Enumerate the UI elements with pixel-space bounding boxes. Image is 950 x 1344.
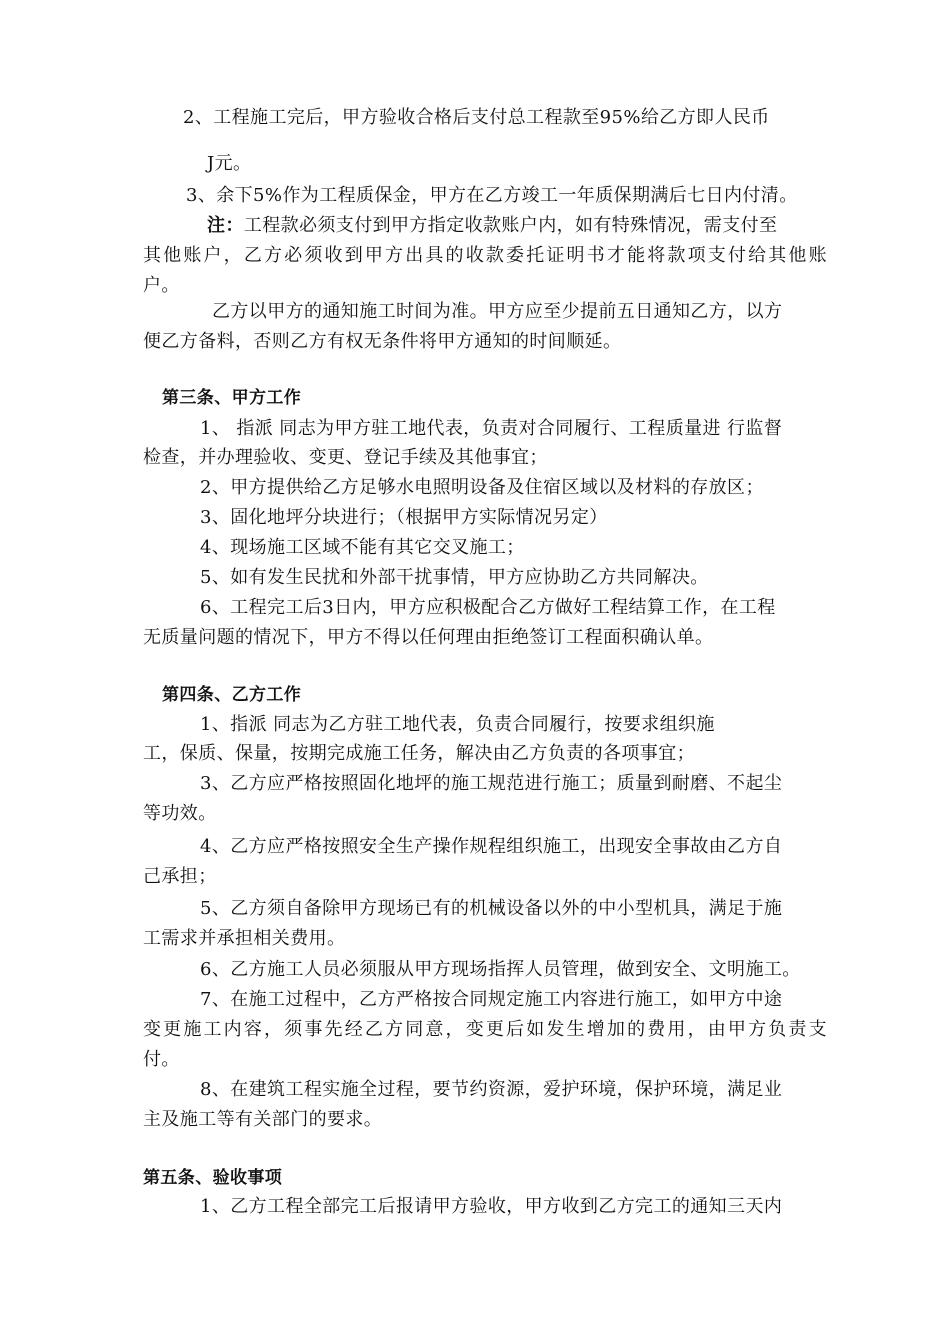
article-4-item-5-line-2: 工需求并承担相关费用。 (143, 928, 346, 949)
article-3-item-6-line-1: 6、工程完工后3日内，甲方应积极配合乙方做好工程结算工作，在工程 (200, 597, 776, 618)
article-4-item-7-line-2: 变更施工内容，须事先经乙方同意，变更后如发生增加的费用，由甲方负责支 (143, 1019, 827, 1040)
article-4-item-1-line-1: 1、指派 同志为乙方驻工地代表，负责合同履行，按要求组织施 (200, 714, 715, 735)
article-4-item-4-line-2: 己承担； (143, 866, 217, 887)
article-3-item-6-line-2: 无质量问题的情况下，甲方不得以任何理由拒绝签订工程面积确认单。 (143, 627, 714, 648)
note-line-3: 户。 (143, 275, 180, 296)
article-4-item-3-line-1: 3、乙方应严格按照固化地坪的施工规范进行施工；质量到耐磨、不起尘 (200, 773, 783, 794)
article-4-item-1-line-2: 工，保质、保量，按期完成施工任务，解决由乙方负责的各项事宜； (143, 743, 695, 764)
article-5-title: 第五条、验收事项 (143, 1168, 283, 1188)
article-4-item-7-line-1: 7、在施工过程中，乙方严格按合同规定施工内容进行施工，如甲方中途 (200, 989, 783, 1010)
article-4-item-4-line-1: 4、乙方应严格按照安全生产操作规程组织施工，出现安全事故由乙方自 (200, 836, 783, 857)
note-line-2: 其他账户，乙方必须收到甲方出具的收款委托证明书才能将款项支付给其他账 (143, 245, 827, 266)
note-label: 注： (207, 215, 244, 236)
payment-item-2-line-1: 2、工程施工完后，甲方验收合格后支付总工程款至95%给乙方即人民币 (183, 107, 770, 128)
notice-line-1: 乙方以甲方的通知施工时间为准。甲方应至少提前五日通知乙方，以方 (212, 301, 783, 322)
article-3-item-1-line-2: 检查，并办理验收、变更、登记手续及其他事宜； (143, 447, 548, 468)
article-5-item-1-line-1: 1、乙方工程全部完工后报请甲方验收，甲方收到乙方完工的通知三天内 (200, 1196, 783, 1217)
article-3-item-2: 2、甲方提供给乙方足够水电照明设备及住宿区域以及材料的存放区； (200, 477, 764, 498)
article-4-item-7-line-3: 付。 (143, 1049, 180, 1070)
article-4-title: 第四条、乙方工作 (162, 685, 302, 705)
article-4-item-5-line-1: 5、乙方须自备除甲方现场已有的机械设备以外的中小型机具，满足于施 (200, 898, 783, 919)
notice-line-2: 便乙方备料，否则乙方有权无条件将甲方通知的时间顺延。 (143, 331, 622, 352)
article-4-item-6: 6、乙方施工人员必须服从甲方现场指挥人员管理，做到安全、文明施工。 (200, 959, 801, 980)
payment-item-3: 3、余下5%作为工程质保金，甲方在乙方竣工一年质保期满后七日内付清。 (186, 185, 798, 206)
article-4-item-3-line-2: 等功效。 (143, 803, 217, 824)
article-3-item-3: 3、固化地坪分块进行；（根据甲方实际情况另定） (200, 507, 608, 528)
note-text: 工程款必须支付到甲方指定收款账户内，如有特殊情况，需支付至 (243, 215, 778, 236)
article-3-item-4: 4、现场施工区域不能有其它交叉施工； (200, 537, 525, 558)
article-4-item-8-line-1: 8、在建筑工程实施全过程，要节约资源，爱护环境，保护环境，满足业 (200, 1079, 783, 1100)
payment-item-2-line-2: J元。 (207, 153, 252, 174)
article-4-item-8-line-2: 主及施工等有关部门的要求。 (143, 1109, 383, 1130)
article-3-item-5: 5、如有发生民扰和外部干扰事情，甲方应协助乙方共同解决。 (200, 567, 709, 588)
note-line-1 (207, 214, 777, 238)
article-3-title: 第三条、甲方工作 (162, 388, 302, 408)
article-3-item-1-line-1: 1、 指派 同志为甲方驻工地代表，负责对合同履行、工程质量进 行监督 (200, 418, 783, 439)
